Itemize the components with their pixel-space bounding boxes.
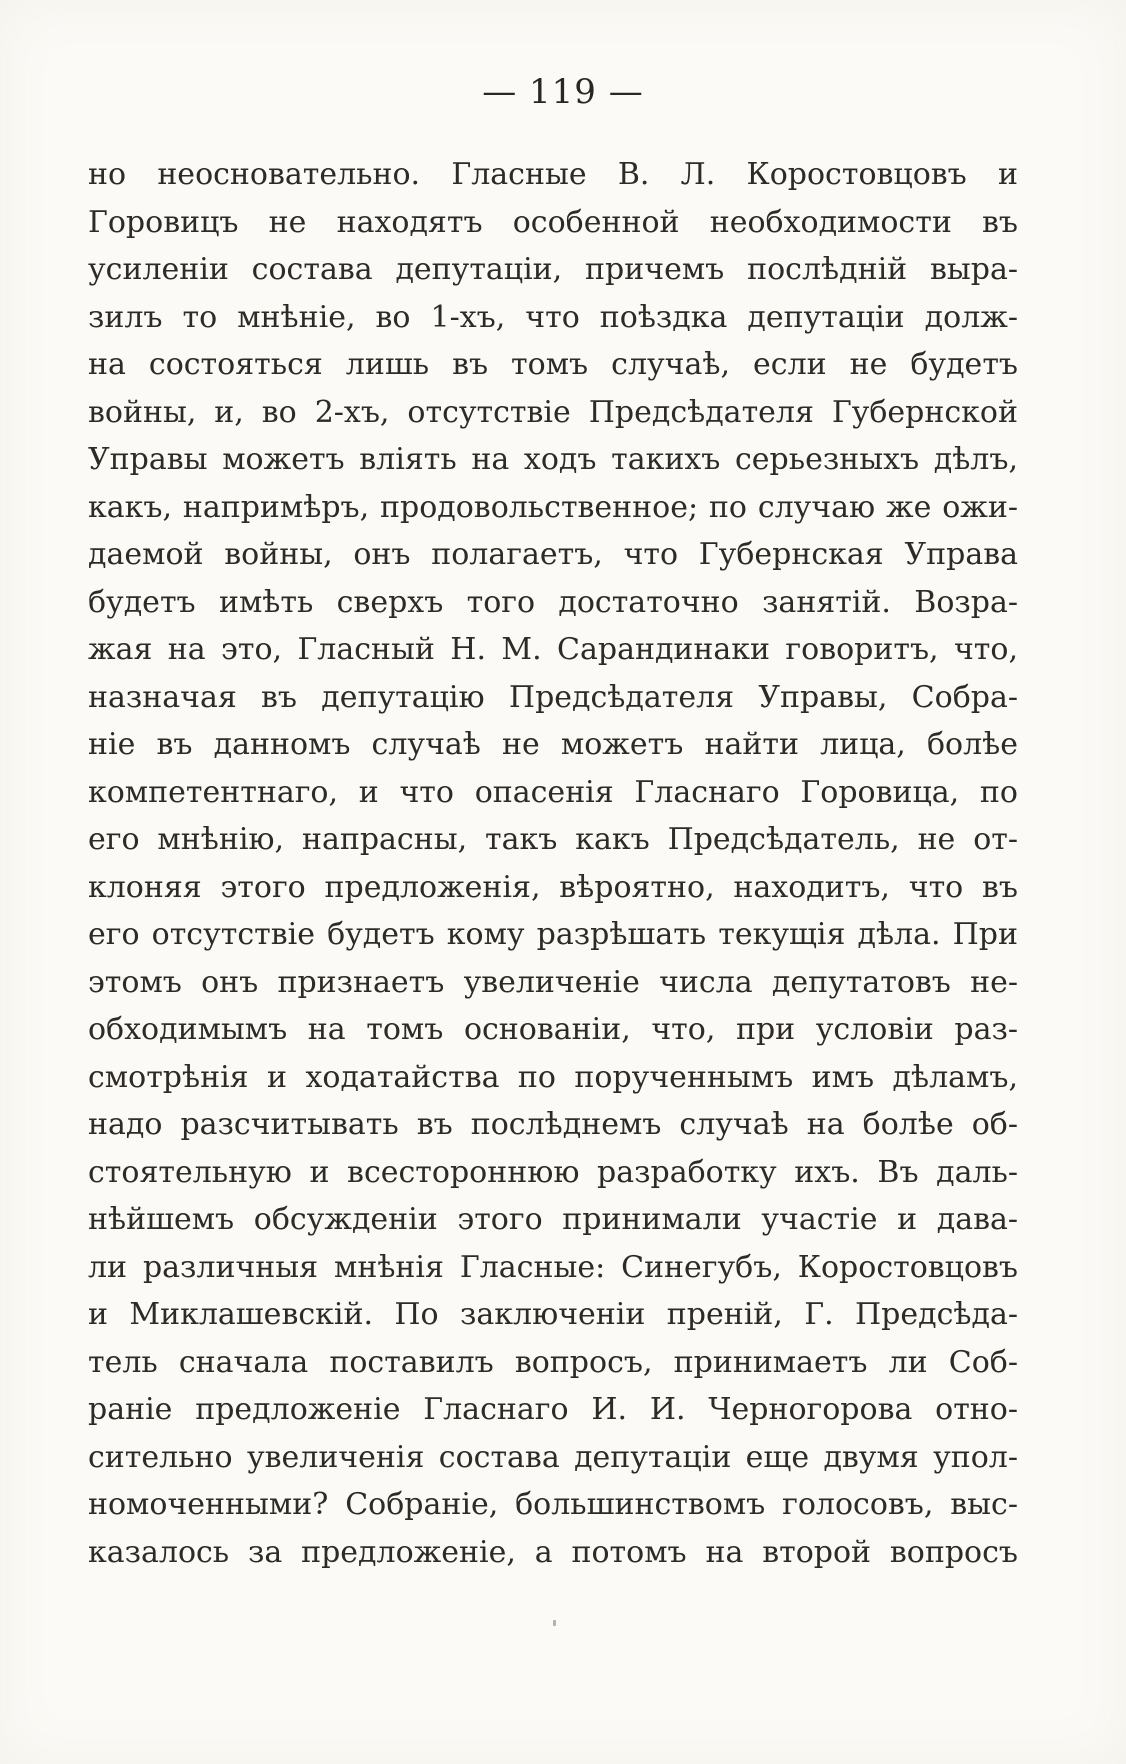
text-line: и Миклашевскій. По заключеніи преній, Г. Предсѣда- (88, 1297, 1018, 1332)
text-line: стоятельную и всестороннюю разработку ихъ. Въ даль- (88, 1154, 1018, 1190)
text-line: казалось за предложеніе, а потомъ на второй вопросъ (88, 1534, 1018, 1570)
body-text (88, 151, 1018, 1576)
paper-speck (553, 1620, 556, 1626)
text-line: назначая въ депутацію Предсѣдателя Управы, Собра- (88, 679, 1018, 715)
text-line: Горовицъ не находятъ особенной необходимости въ (88, 204, 1018, 240)
page-number: — 119 — (482, 72, 644, 112)
text-line: надо разсчитывать въ послѣднемъ случаѣ на болѣе об- (88, 1107, 1018, 1142)
text-line: даемой войны, онъ полагаетъ, что Губернская Управа (88, 537, 1018, 572)
text-line: ли различныя мнѣнія Гласные: Синегубъ, Коростовцовъ (88, 1249, 1018, 1285)
text-line: клоняя этого предложенія, вѣроятно, находитъ, что въ (88, 869, 1018, 905)
text-line: этомъ онъ признаетъ увеличеніе числа депутатовъ не- (88, 964, 1018, 1000)
text-line: войны, и, во 2-хъ, отсутствіе Предсѣдателя Губернской (88, 394, 1018, 430)
text-line: раніе предложеніе Гласнаго И. И. Черногорова отно- (88, 1392, 1018, 1427)
text-line: нѣйшемъ обсужденіи этого принимали участіе и дава- (88, 1202, 1018, 1237)
text-line: смотрѣнія и ходатайства по порученнымъ имъ дѣламъ, (88, 1059, 1018, 1095)
text-line: его мнѣнію, напрасны, такъ какъ Предсѣдатель, не от- (88, 822, 1018, 857)
text-line: зилъ то мнѣніе, во 1-хъ, что поѣздка депутаціи долж- (88, 299, 1018, 335)
text-line: сительно увеличенія состава депутаціи еще двумя упол- (88, 1439, 1018, 1475)
text-line: компетентнаго, и что опасенія Гласнаго Горовица, по (88, 774, 1018, 810)
text-line: ніе въ данномъ случаѣ не можетъ найти лица, болѣе (88, 727, 1018, 762)
text-line: обходимымъ на томъ основаніи, что, при условіи раз- (88, 1012, 1018, 1047)
text-line: но неосновательно. Гласные В. Л. Коростовцовъ и (88, 157, 1018, 192)
text-line: тель сначала поставилъ вопросъ, принимаетъ ли Соб- (88, 1344, 1018, 1380)
text-line: жая на это, Гласный Н. М. Сарандинаки говоритъ, что, (88, 632, 1018, 667)
text-line: будетъ имѣть сверхъ того достаточно занятій. Возра- (88, 584, 1018, 620)
text-line: Управы можетъ вліять на ходъ такихъ серьезныхъ дѣлъ, (88, 442, 1018, 477)
text-line: какъ, напримѣръ, продовольственное; по случаю же ожи- (88, 489, 1018, 525)
text-line: его отсутствіе будетъ кому разрѣшать текущія дѣла. При (88, 917, 1018, 952)
text-line: на состояться лишь въ томъ случаѣ, если не будетъ (88, 347, 1018, 382)
text-line: номоченными? Собраніе, большинствомъ голосовъ, выс- (88, 1487, 1018, 1522)
text-line: усиленіи состава депутаціи, причемъ послѣдній выра- (88, 252, 1018, 287)
